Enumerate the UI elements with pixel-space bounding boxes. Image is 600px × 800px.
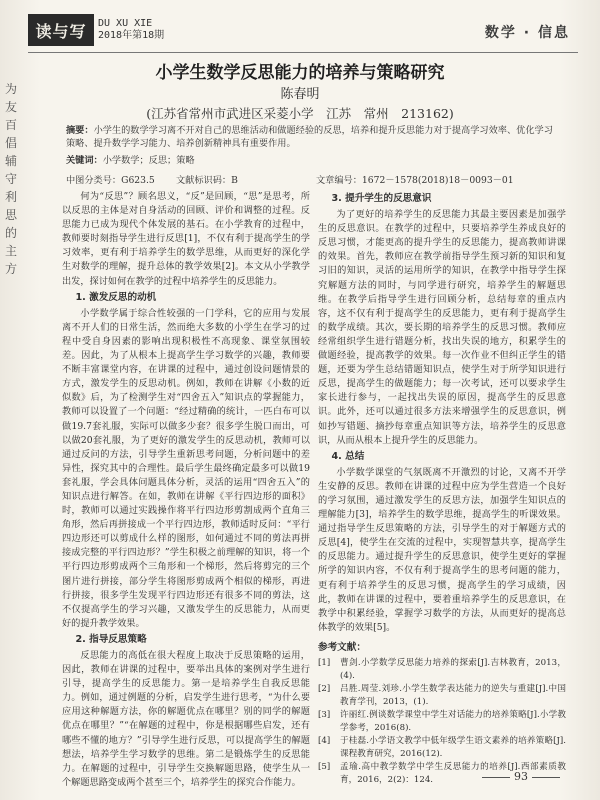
section-1-paragraph: 小学数学属于综合性较强的一门学科，它的应用与发展离不开人们的日常生活，然而绝大多数的小学生在学习的过程中受自身因素的影响出现积极性不高现象、课堂氛围较差。因此，为了从根本上提高学生学习数学的兴趣，教师要不断丰富课堂内容，在讲课的过程中，通过创设问题情景的方式，激发学生的反思动机。例如，教师在讲解《小数的近似数》后，为了检测学生对“四舍五入”知识点的掌握能力，教师可以设置了一个问题：“经过精确的统计，一匹白布可以做19.7套礼服，实际可以做多少套？很多学生脱口而出，可以做20套礼服，为了更好的激发学生的反思动机，教师可以通过反问的方法，引导学生重新思考问题，分析问题中的差异性，探究其中的合理性。最后学生最终确定最多可以做19套礼服，学会具体问题具体分析，灵活的运用“四舍五入”的知识点进行解答。在如，教师在讲解《平行四边形的面积》时，教师可以通过实践操作将平行四边形剪割成两个直角三角形，然后再拼接成一个平行四边形，教师适时反问：“平行四边形还可以剪成什么样的图形，如何通过不同的剪法再拼接成完整的平行四边形？”学生积极之前理解的知识，将一个平行四边形剪成两个三角形和一个梯形，然后将剪完的三个图片进行拼接，部分学生将图形剪成两个相似的梯形，再进行拼接，很多学生发现平行四边形还有很多不同的剪法，这不仅提高学生的学习兴趣，又激发学生的反思能力，从而更好的提升教学效果。	[62, 307, 310, 629]
masthead	[28, 14, 164, 46]
article-title: 小学生数学反思能力的培养与策略研究	[155, 63, 445, 83]
margin-fragment-char: 为	[4, 82, 17, 96]
section-title: 数学 · 信息	[484, 25, 570, 41]
margin-fragment-char: 辅	[4, 154, 17, 168]
keywords-text: 小学数学；反思；策略	[102, 155, 195, 166]
reference-text: 吕胜.周莹.刘珍.小学生数学表达能力的逆失与重建[J].中国教育学刊，2013，(1).	[340, 684, 566, 707]
magazine-pinyin: DU XU XIE	[98, 18, 153, 29]
margin-fragment-char: 友	[4, 100, 17, 114]
class-number: 中图分类号：G623.5	[66, 175, 155, 186]
margin-fragment-char: 方	[4, 262, 17, 276]
reference-number: [5]	[318, 762, 331, 772]
magazine-logo: 读与写	[28, 14, 94, 46]
references-title: 参考文献：	[318, 641, 366, 653]
running-header	[28, 12, 578, 53]
reference-item	[318, 683, 566, 709]
reference-text: 于桂磊.小学语文教学中低年级学生语文素养的培养策略[J].课程教育研究，2016(12).	[340, 736, 566, 759]
page-number: 93	[482, 770, 560, 783]
article-author: 陈春明	[280, 87, 320, 102]
section-2-paragraph: 反思能力的高低在很大程度上取决于反思策略的运用，因此，教师在讲课的过程中，要举出具体的案例对学生进行引导，提高学生的反思能力。第一是培养学生自我反思能力。例如，通过例题的分析，启发学生进行思考，“为什么要应用这种解题方法，你的解题优点在哪里？别的同学的解题优点在哪里？”“在解题的过程中，你是根据哪些启发，还有哪些不懂的地方？”引导学生进行反思，可以提高学生的解题想法，培养学生学习数学的思维。第二是锻炼学生的反思能力。在解题的过程中，引导学生交换解题思路，使学生从一个解题思路变成两个甚至三个，培养学生的探究合作能力。	[62, 650, 310, 788]
section-4-paragraph: 小学数学课堂的气氛既离不开激烈的讨论，又离不开学生安静的反思。教师在讲课的过程中应为学生营造一个良好的学习氛围，通过激发学生的反思方法，加强学生知识点的理解能力[3]，培养学生的数学思维，提高学生的听课效果。通过指导学生反思策略的方法，引导学生的对于解题方式的反思[4]，使学生在交流的过程中，实现智慧共享，提高学生的反思能力。通过提升学生的反思意识，使学生更好的掌握所学的知识内容，不仅有利于提高学生的思考问题的能力，更有利于培养学生的反思习惯，提高学生的学习成绩，因此，教师在讲课的过程中，要着重培养学生的反思意识，在教学中积累经验，掌握学习数学的方法，从而更好的提高总体教学的效果[5]。	[318, 466, 566, 633]
document-code: 文献标识码：B	[176, 175, 238, 186]
reference-item	[318, 709, 566, 735]
keywords	[66, 152, 195, 166]
issue-number: 2018年第18期	[98, 30, 165, 41]
section-3-paragraph: 为了更好的培养学生的反思能力其最主要因素是加强学生的反思意识。在教学的过程中，只要培养学生养成良好的反思习惯，才能更高的提升学生的反思能力，提高教师讲课的效果。首先，教师应在教学前指导学生预习新的知识和复习旧的知识，灵活的运用所学的知识，在教学中指导学生探究解题方法的同时，与同学进行研究，培养学生的解题思维。在教学后指导学生进行回顾分析，总结每章的重点内容，这不仅有利于提高学生的反思能力，更有利于提高学生的数学成绩。其次，要长期的培养学生的反思习惯。教师应经常组织学生进行错题分析，找出失误的地方，积累学生的做题经验，提高教学的效果。每一次作业不但纠正学生的错题，还要为学生总结错题知识点，使学生对于所学知识进行反思，提高学生的做题能力；每一次考试，还可以要求学生家长进行参与，一起找出失误的原因，提高学生的反思意识。此外，还可以通过很多方法来增强学生的反思意识，例如抄写错题、摘抄每章重点知识等方法，培养学生的反思意识，从而从根本上提升学生的反思能力。	[318, 209, 566, 446]
references-list	[318, 657, 566, 787]
author-affiliation: (江苏省常州市武进区采菱小学 江苏 常州 213162)	[146, 106, 454, 121]
intro-paragraph: 何为“反思”？顾名思义，“反”是回顾，“思”是思考，所以反思的主体是对自身活动的回顾、评价和调整的过程。反思能力已成为现代个体发展的基石。在小学教育的过程中，教师要时刻指导学生进行反思[1]，不仅有利于提高学生的学习效率，更有利于培养学生的数学思维，从而更好的深化学生对数学的理解，提升总体的教学效果[2]。本文从小学教学出发，探讨如何在教学的过程中培养学生的反思能力。	[62, 191, 310, 287]
abstract	[66, 124, 558, 150]
classification-line	[66, 172, 558, 186]
reference-number: [1]	[318, 658, 331, 668]
margin-fragment-char: 百	[4, 118, 17, 132]
reference-text: 曹剑.小学数学反思能力培养的探索[J].吉林教育，2013，(4).	[340, 658, 566, 681]
abstract-text: 小学生的数学学习离不开对自己的思维活动和做题经验的反思，培养和提升反思能力对于提高学习效率、优化学习策略、提升数学学习能力、培养创新精神具有重要作用。	[66, 125, 553, 149]
left-column	[62, 190, 310, 790]
margin-fragment-char: 主	[4, 244, 17, 258]
reference-item	[318, 657, 566, 683]
reference-text: 许丽红.例谈数学课堂中学生对话能力的培养策略[J].小学教学参考，2016(8).	[340, 710, 566, 733]
reference-number: [3]	[318, 710, 331, 720]
right-column	[318, 190, 566, 787]
keywords-label: 关键词：	[66, 155, 103, 166]
margin-fragment-char: 的	[4, 226, 17, 240]
reference-number: [4]	[318, 736, 331, 746]
reference-text: 孟瑜.高中教学数学中学生反思能力的培养[J].西部素质教育，2016，2(2)：124.	[340, 762, 566, 785]
adjacent-page-fragment	[0, 80, 22, 780]
issue-info	[98, 18, 164, 42]
reference-item	[318, 735, 566, 761]
section-heading-2: 2. 指导反思策略	[75, 633, 147, 645]
margin-fragment-char: 倡	[4, 136, 17, 150]
section-heading-4: 4. 总结	[331, 450, 365, 462]
reference-number: [2]	[318, 684, 331, 694]
margin-fragment-char: 利	[4, 190, 17, 204]
margin-fragment-char: 思	[4, 208, 17, 222]
article-number: 文章编号：1672－1578(2018)18－0093－01	[316, 175, 514, 186]
abstract-label: 摘要：	[66, 125, 94, 136]
section-heading-3: 3. 提升学生的反思意识	[331, 193, 432, 204]
section-heading-1: 1. 激发反思的动机	[75, 291, 157, 303]
margin-fragment-char: 守	[4, 172, 17, 186]
